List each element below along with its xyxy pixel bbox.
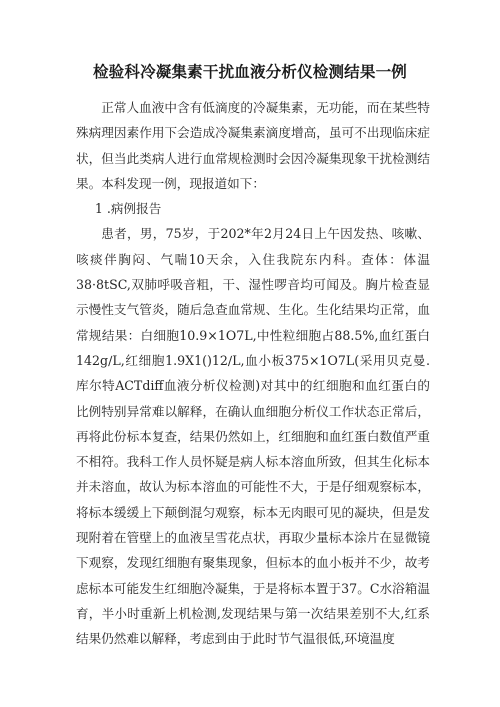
case-paragraph: 患者，男，75岁，于202*年2月24日上午因发热、咳嗽、咳痰伴胸闷、气喘10天余，入住我院东内科。查体：体温38·8tSC,双肺呼吸音粗，干、湿性啰音均可闻及。胸片检查显示慢性支气管炎，随后急查血常规、生化。生化结果均正常，血常规结果：白细胞10.9×1O7L,中性粒细胞占88.5%,血红蛋白142g∕L,红细胞1.9X1()12∕L,血小板375×1O7L(采用贝克曼.库尔特ACTdiff血液分析仪检测)对其中的红细胞和血红蛋白的比例特别异常难以解释，在确认血细胞分析仪工作状态正常后，再将此份标本复查，结果仍然如上，红细胞和血红蛋白数值严重不相符。我科工作人员怀疑是病人标本溶血所致，但其生化标本并未溶血，故认为标本溶血的可能性不大，于是仔细观察标本，将标本缓缓上下颠倒混匀观察，标本无肉眼可见的凝块，但是发现附着在管壁上的血液呈雪花点状，再取少量标本涂片在显微镜下观察，发现红细胞有聚集现象，但标本的血小板并不少，故考虑标本可能发生红细胞冷凝集，于是将标本置于37。C水浴箱温育，半小时重新上机检测,发现结果与第一次结果差别不大,红系结果仍然难以解释，考虑到由于此时节气温很低,环境温度 [76, 226, 430, 647]
document-body [76, 95, 430, 652]
section-heading-case-report: 1 .病例报告 [94, 201, 162, 217]
document-title: 检验科冷凝集素干扰血液分析仪检测结果一例 [92, 63, 407, 81]
intro-paragraph: 正常人血液中含有低滴度的冷凝集素，无功能，而在某些特殊病理因素作用下会造成冷凝集素滴度增高，虽可不出现临床症状，但当此类病人进行血常规检测时会因冷凝集现象干扰检测结果。本科发现一例，现报道如下： [76, 100, 430, 191]
